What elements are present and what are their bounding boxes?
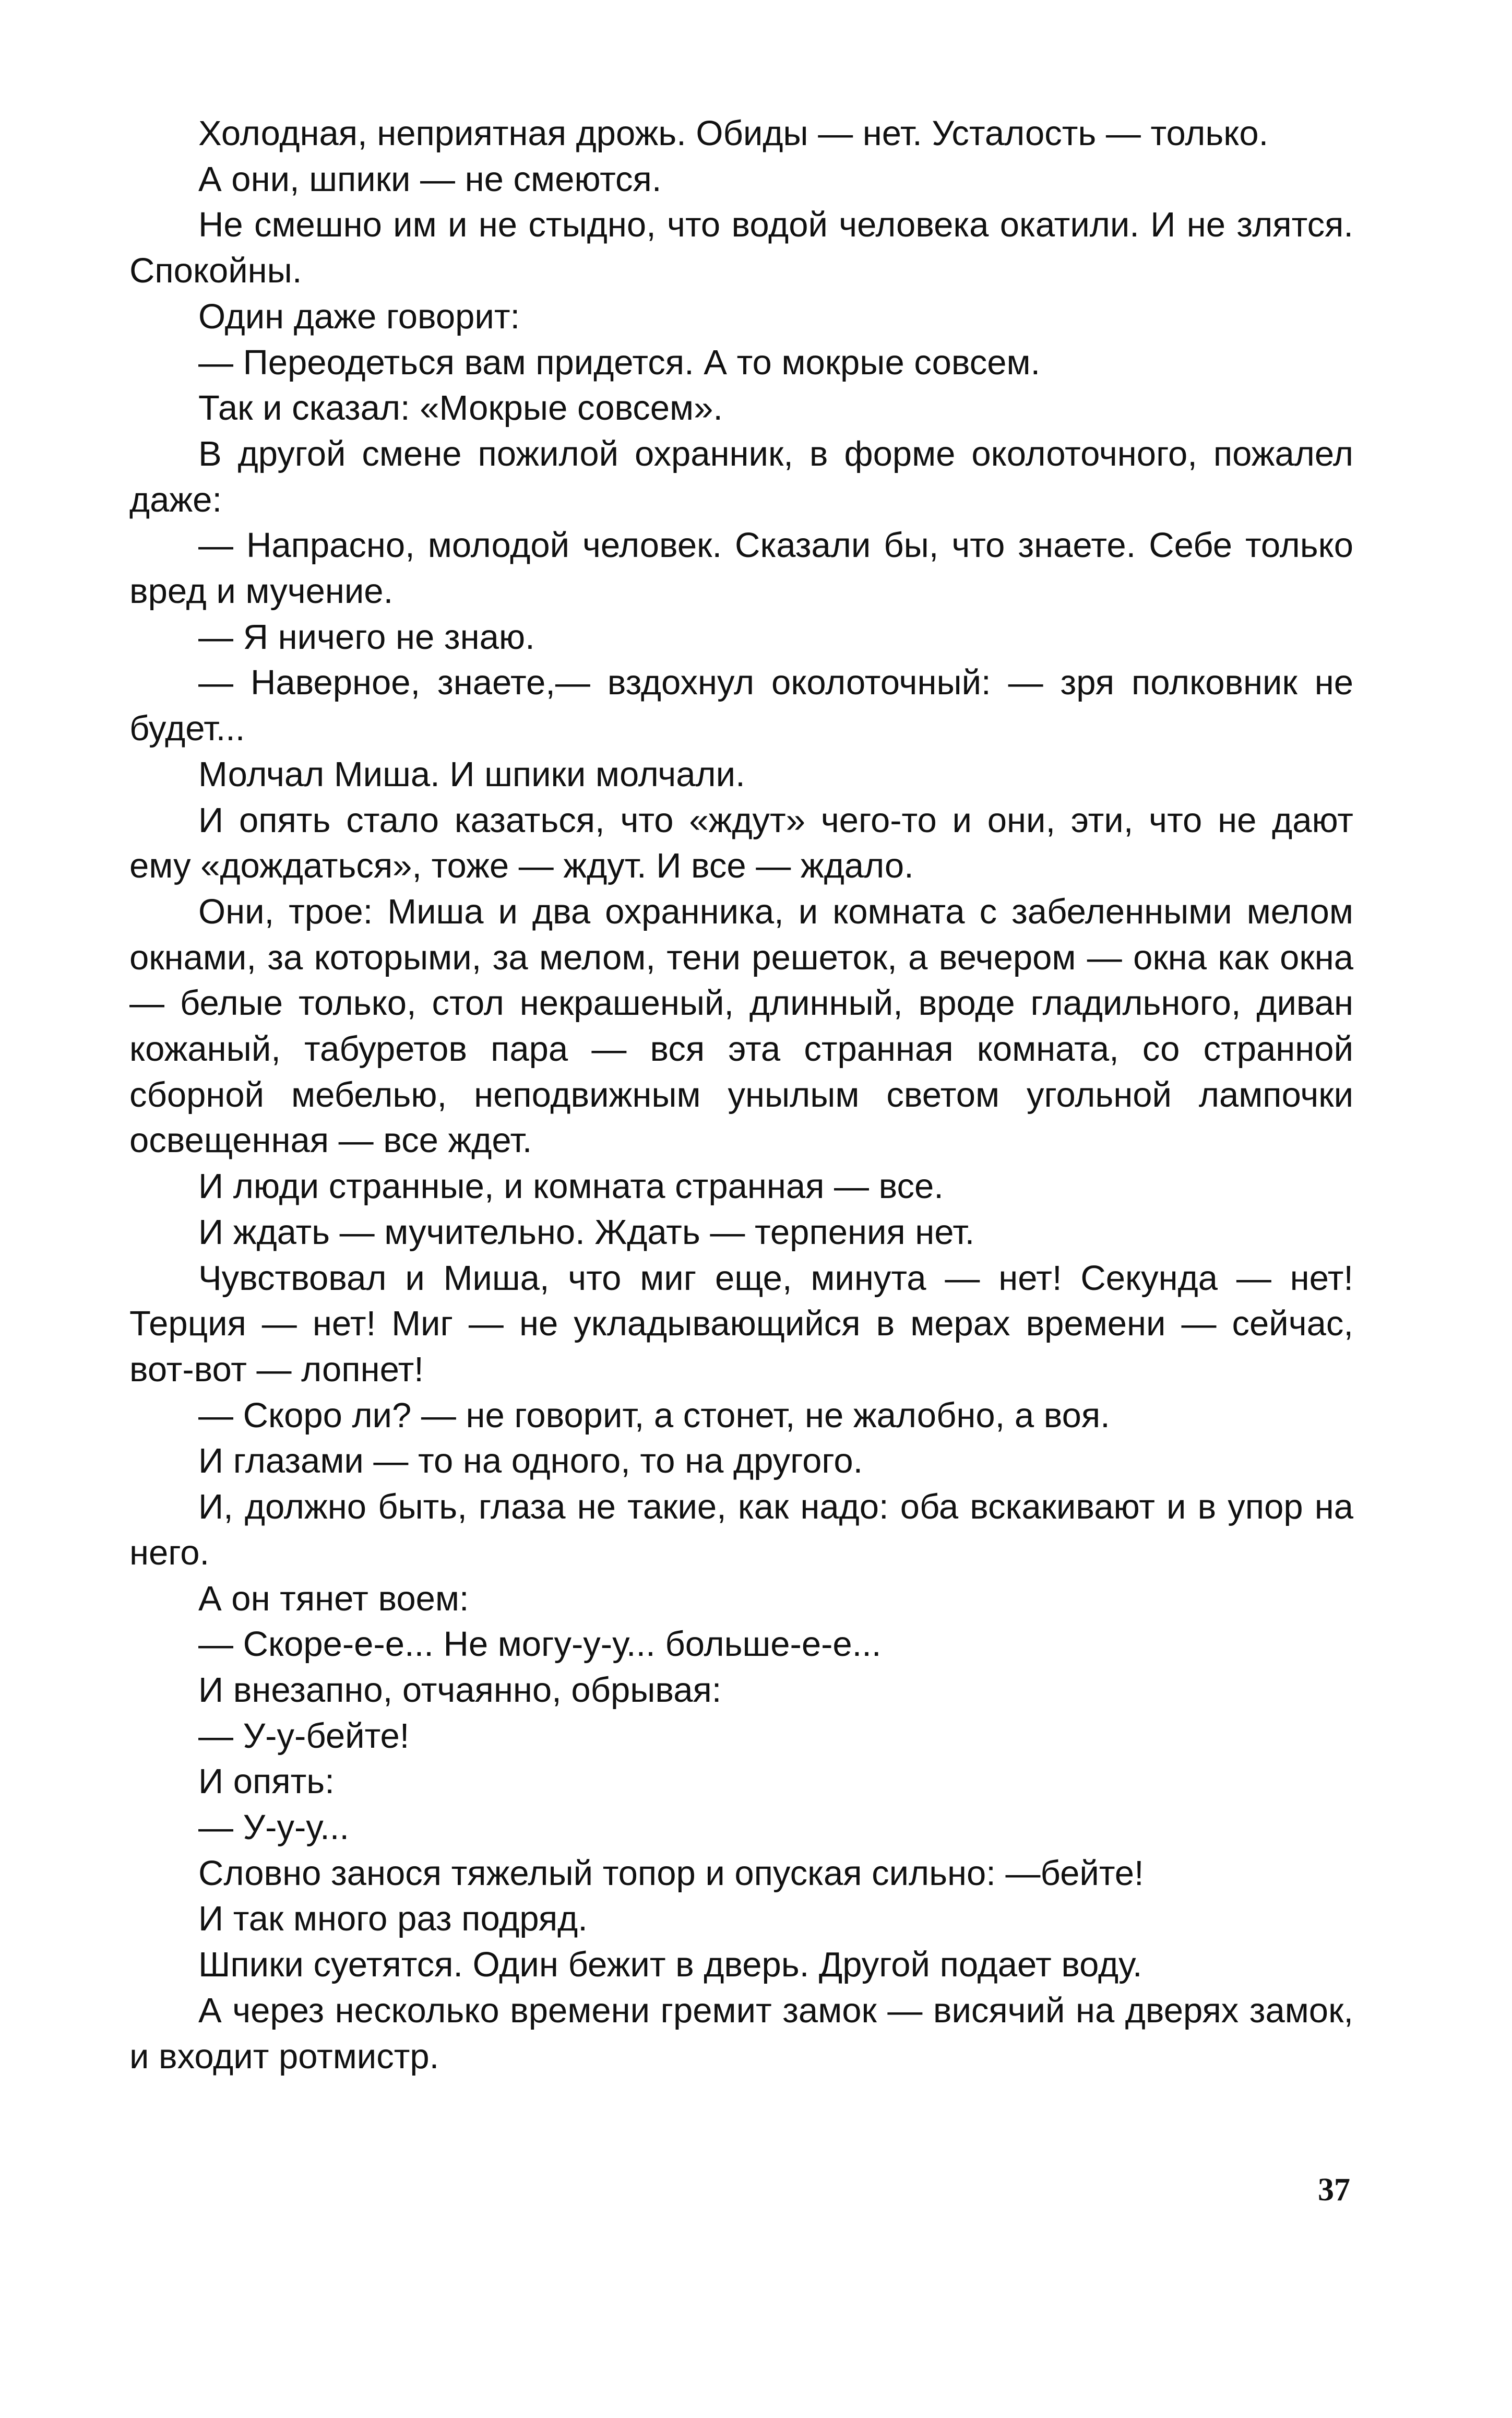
paragraph: Так и сказал: «Мокрые совсем». (198, 388, 723, 428)
paragraph: — Скоро ли? — не говорит, а стонет, не жалобно, а воя. (198, 1395, 1110, 1435)
paragraph: — У-у-у... (198, 1808, 349, 1847)
paragraph: И опять: (198, 1762, 335, 1801)
paragraph: И внезапно, отчаянно, обрывая: (198, 1670, 722, 1710)
paragraph: — Наверное, знаете,— вздохнул околоточный: — зря полковник не будет... (129, 663, 1353, 749)
paragraph: И так много раз подряд. (198, 1899, 588, 1939)
page-number: 37 (1318, 2172, 1350, 2208)
paragraph: — Переодеться вам придется. А то мокрые совсем. (198, 342, 1041, 382)
paragraph: — У-у-бейте! (198, 1716, 410, 1756)
paragraph: Не смешно им и не стыдно, что водой человека окатили. И не злятся. Спокойны. (129, 205, 1353, 291)
paragraph: И опять стало казаться, что «ждут» чего-то и они, эти, что не дают ему «дождаться», тоже — ждут. И все — ждало. (129, 800, 1353, 886)
paragraph: — Скоре-е-е... Не могу-у-у... больше-е-е... (198, 1625, 882, 1664)
paragraph: И, должно быть, глаза не такие, как надо: оба вскакивают и в упор на него. (129, 1487, 1353, 1572)
paragraph: Словно занося тяжелый топор и опуская сильно: —бейте! (198, 1853, 1144, 1893)
paragraph: И люди странные, и комната странная — все. (198, 1167, 944, 1206)
paragraph: Они, трое: Миша и два охранника, и комната с забеленными мелом окнами, за которыми, за мелом, тени решеток, а вечером — окна как окна — белые только, стол некрашеный, длинный, вроде гладильного, диван кожаный, табуретов пара — вся эта странная комната, со странной сборной мебелью, неподвижным унылым светом угольной лампочки освещенная — все ждет. (129, 892, 1353, 1160)
paragraph: Шпики суетятся. Один бежит в дверь. Другой подает воду. (198, 1945, 1142, 1985)
paragraph: А он тянет воем: (198, 1579, 469, 1618)
paragraph: И ждать — мучительно. Ждать — терпения нет. (198, 1212, 975, 1252)
paragraph: И глазами — то на одного, то на другого. (198, 1441, 863, 1481)
page-body-text (129, 111, 1353, 2079)
paragraph: — Я ничего не знаю. (198, 617, 535, 657)
paragraph: А они, шпики — не смеются. (198, 159, 662, 199)
paragraph: Молчал Миша. И шпики молчали. (198, 754, 745, 794)
paragraph: Один даже говорит: (198, 297, 520, 336)
paragraph: А через несколько времени гремит замок — висячий на дверях замок, и входит ротмистр. (129, 1990, 1353, 2076)
paragraph: В другой смене пожилой охранник, в форме околоточного, пожалел даже: (129, 434, 1353, 519)
paragraph: — Напрасно, молодой человек. Сказали бы, что знаете. Себе только вред и мучение. (129, 526, 1353, 611)
paragraph: Холодная, неприятная дрожь. Обиды — нет. Усталость — только. (198, 114, 1269, 153)
paragraph: Чувствовал и Миша, что миг еще, минута — нет! Секунда — нет! Терция — нет! Миг — не укладывающийся в мерах времени — сейчас, вот-вот — лопнет! (129, 1258, 1353, 1389)
